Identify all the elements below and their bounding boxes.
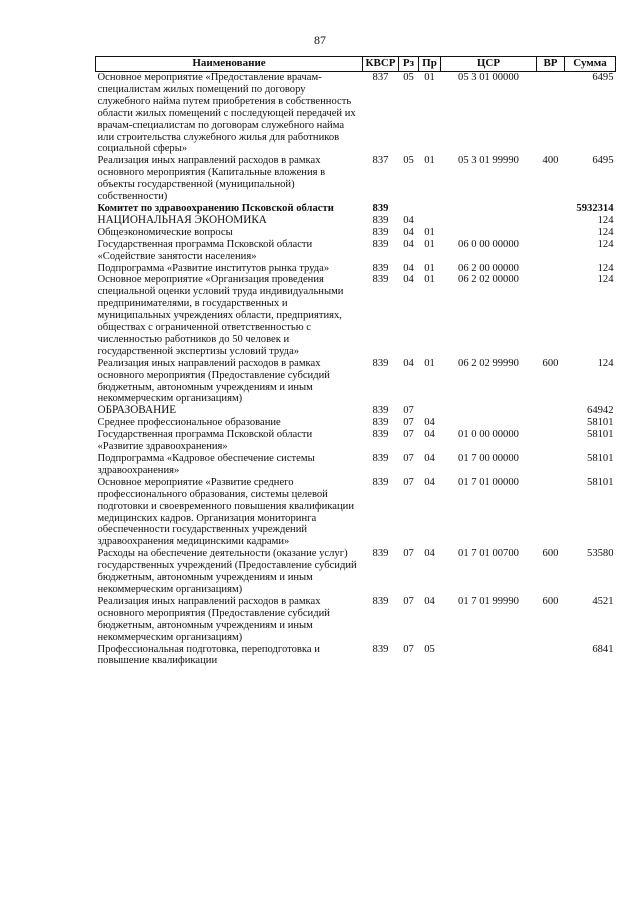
budget-table [95,56,616,667]
cell-csr [441,417,537,429]
cell-sum: 58101 [587,453,614,464]
cell-sum: 124 [597,274,614,286]
cell-kvsr: 839 [372,417,389,429]
cell-rz: 04 [403,262,414,274]
table-row [96,596,616,644]
cell-pr: 05 [424,643,435,655]
cell-name: Основное мероприятие «Предоставление врачам-специалистам жилых помещений по договору служебного найма путем приобретения в собственность области жилых помещений с последующей передачей их врачам-специалистам по договорам служебного найма или строительства служебного жилья для работников социальной сферы» [97,72,356,155]
cell-vr [537,429,565,453]
cell-pr: 04 [424,595,435,607]
cell-sum: 53580 [587,548,614,560]
cell-rz: 07 [403,643,414,655]
table-body [96,72,616,668]
cell-kvsr: 839 [372,453,389,464]
cell-vr [537,72,565,156]
cell-name: Реализация иных направлений расходов в рамках основного мероприятия (Капитальные вложения в объекты государственной (муниципальной) собственности) [97,155,326,203]
cell-pr: 04 [424,453,435,464]
cell-kvsr: 837 [372,155,389,167]
cell-name: ОБРАЗОВАНИЕ [97,404,177,417]
table-row [96,239,616,263]
table-row [96,453,616,477]
cell-csr: 06 2 02 99990 [458,357,519,369]
cell-pr: 04 [424,429,435,441]
cell-sum: 124 [597,226,614,238]
table-row [96,263,616,275]
header-pr: Пр [419,57,441,72]
cell-pr: 04 [424,476,435,488]
cell-pr: 01 [424,262,435,274]
cell-vr: 600 [542,548,559,560]
cell-rz: 04 [403,238,414,250]
cell-name: Профессиональная подготовка, переподготовка и повышение квалификации [97,643,320,667]
cell-kvsr: 839 [372,357,389,369]
cell-csr: 05 3 01 00000 [458,72,519,83]
cell-vr [537,227,565,239]
cell-name: Реализация иных направлений расходов в рамках основного мероприятия (Предоставление субсидий бюджетным, автономным учреждениям и иным некоммерческим организациям) [97,595,330,643]
cell-vr: 400 [542,155,559,167]
cell-kvsr: 839 [372,405,389,417]
table-header [96,57,616,72]
cell-name: Основное мероприятие «Развитие среднего профессионального образования, системы целевой подготовки и своевременного повышения квалификации медицинских кадров. Организация мониторинга обеспеченности государственных учреждений здравоохранения медицинскими кадрами» [97,476,354,548]
cell-rz: 04 [403,214,414,226]
cell-csr [441,215,537,227]
cell-vr [537,477,565,548]
cell-csr: 01 7 01 00000 [458,476,519,488]
cell-rz: 07 [403,548,414,560]
cell-pr [419,405,441,417]
cell-name: Подпрограмма «Развитие институтов рынка труда» [97,262,330,274]
header-kvsr: КВСР [363,57,399,72]
cell-name: Основное мероприятие «Организация проведения специальной оценки условий труда индивидуальными предпринимателями, в государственных и муниципальных учреждениях области, предприятиях, обществах с ограниченной ответственностью с численностью работников до 50 человек и государственной экспертизы условий труда» [97,274,344,357]
cell-sum: 5932314 [576,202,614,214]
cell-kvsr: 839 [372,476,389,488]
cell-sum: 6495 [592,155,614,167]
cell-kvsr: 839 [372,262,389,274]
cell-rz [399,203,419,215]
cell-vr [537,215,565,227]
cell-sum: 4521 [592,595,614,607]
cell-name: Государственная программа Псковской области «Содействие занятости населения» [97,238,313,262]
cell-rz: 07 [403,417,414,429]
page-number: 87 [314,33,326,47]
header-name: Наименование [96,57,363,72]
cell-sum: 58101 [587,429,614,441]
cell-csr: 01 0 00 00000 [458,429,519,441]
cell-vr [537,203,565,215]
cell-kvsr: 839 [372,214,389,226]
table-row [96,358,616,406]
cell-csr: 06 0 00 00000 [458,238,519,250]
cell-rz: 05 [403,155,414,167]
cell-vr [537,405,565,417]
cell-vr: 600 [542,595,559,607]
cell-csr [441,203,537,215]
cell-kvsr: 839 [372,238,389,250]
cell-kvsr: 839 [372,548,389,560]
cell-csr [441,644,537,668]
cell-sum: 124 [597,238,614,250]
table-row [96,405,616,417]
table-row [96,429,616,453]
cell-kvsr: 839 [372,274,389,286]
table-row [96,155,616,203]
cell-pr: 04 [424,417,435,429]
cell-sum: 124 [597,262,614,274]
cell-vr [537,417,565,429]
cell-rz: 04 [403,274,414,286]
cell-name: Государственная программа Псковской области «Развитие здравоохранения» [97,429,313,453]
cell-csr: 01 7 01 99990 [458,595,519,607]
cell-vr [537,644,565,668]
cell-sum: 6495 [592,72,614,83]
cell-pr: 01 [424,226,435,238]
cell-pr: 01 [424,238,435,250]
cell-csr: 01 7 00 00000 [458,453,519,464]
table-row [96,274,616,357]
table-row [96,227,616,239]
cell-pr: 01 [424,357,435,369]
cell-sum: 124 [597,357,614,369]
cell-kvsr: 839 [372,429,389,441]
cell-vr [537,239,565,263]
cell-kvsr: 839 [372,202,389,214]
header-rz: Рз [399,57,419,72]
cell-name: Подпрограмма «Кадровое обеспечение системы здравоохранения» [97,453,315,476]
cell-pr [419,203,441,215]
cell-name: Общеэкономические вопросы [97,226,233,238]
cell-name: Реализация иных направлений расходов в рамках основного мероприятия (Предоставление субсидий бюджетным, автономным учреждениям и иным некоммерческим организациям) [97,357,330,405]
cell-vr [537,274,565,357]
cell-vr [537,453,565,477]
cell-sum: 58101 [587,417,614,429]
cell-vr: 600 [542,357,559,369]
cell-rz: 07 [403,429,414,441]
table-row [96,548,616,596]
cell-pr: 01 [424,155,435,167]
table-row [96,72,616,156]
cell-pr: 04 [424,548,435,560]
cell-kvsr: 839 [372,226,389,238]
cell-csr [441,405,537,417]
cell-rz: 04 [403,357,414,369]
cell-rz: 05 [403,72,414,83]
cell-csr: 06 2 02 00000 [458,274,519,286]
cell-pr: 01 [424,274,435,286]
cell-name: Среднее профессиональное образование [97,417,281,429]
cell-csr: 01 7 01 00700 [458,548,519,560]
cell-pr: 01 [424,72,435,83]
cell-sum: 64942 [587,405,614,417]
header-vr: ВР [537,57,565,72]
cell-csr [441,227,537,239]
table-row [96,417,616,429]
table-row [96,477,616,548]
cell-sum: 58101 [587,476,614,488]
header-csr: ЦСР [441,57,537,72]
header-sum: Сумма [565,57,616,72]
cell-sum: 6841 [592,643,614,655]
cell-rz: 07 [403,476,414,488]
cell-pr [419,215,441,227]
cell-vr [537,263,565,275]
cell-csr: 06 2 00 00000 [458,262,519,274]
cell-rz: 07 [403,405,414,417]
cell-kvsr: 839 [372,643,389,655]
cell-name: Расходы на обеспечение деятельности (оказание услуг) государственных учреждений (Предоставление субсидий бюджетным, автономным учреждениям и иным некоммерческим организациям) [97,548,357,595]
cell-kvsr: 839 [372,595,389,607]
table-row [96,215,616,227]
cell-rz: 07 [403,453,414,464]
cell-csr: 05 3 01 99990 [458,155,519,167]
cell-rz: 07 [403,595,414,607]
cell-name: Комитет по здравоохранению Псковской области [97,202,334,214]
cell-rz: 04 [403,226,414,238]
cell-sum: 124 [597,214,614,226]
cell-kvsr: 837 [372,72,389,83]
header-row [96,57,616,72]
cell-name: НАЦИОНАЛЬНАЯ ЭКОНОМИКА [97,213,267,226]
table-row [96,644,616,668]
